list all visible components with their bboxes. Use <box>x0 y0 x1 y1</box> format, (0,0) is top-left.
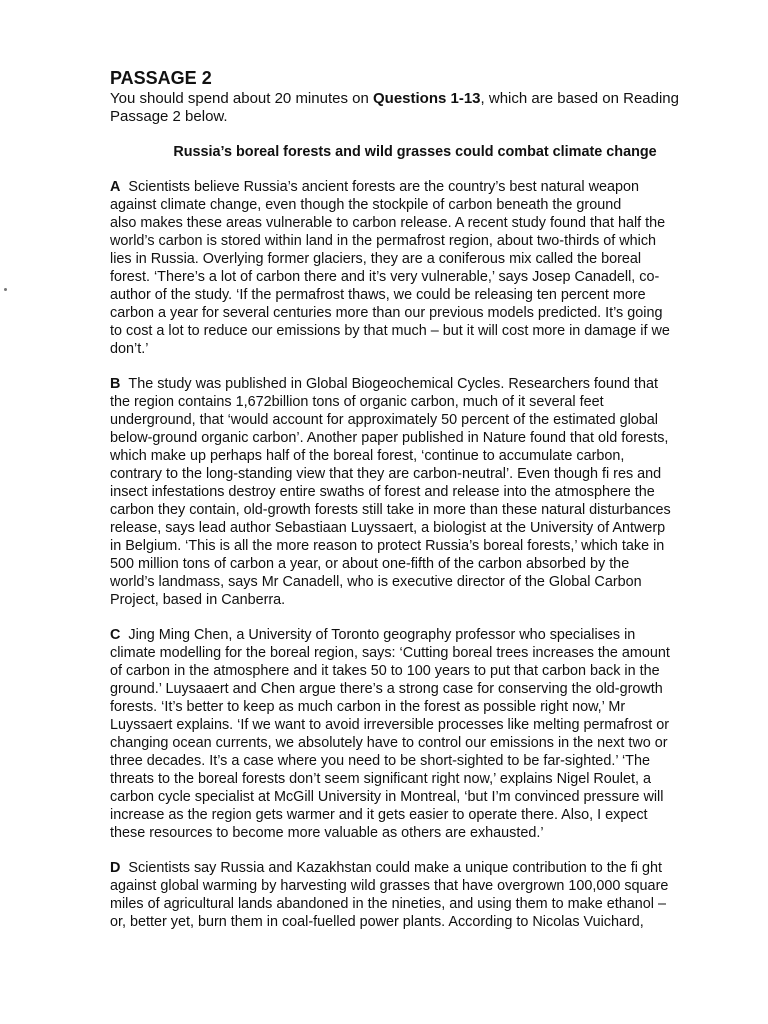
intro-text: You should spend about 20 minutes on <box>110 90 373 107</box>
passage-heading: PASSAGE 2 <box>110 68 212 88</box>
paragraph-line: the region contains 1,672billion tons of organic carbon, much of it several feet <box>110 394 604 410</box>
paragraph-line: climate modelling for the boreal region, says: ‘Cutting boreal trees increases the amount <box>110 645 670 661</box>
paragraph-line-text: Scientists say Russia and Kazakhstan could make a unique contribution to the fi ght <box>128 860 662 876</box>
paragraph-line: release, says lead author Sebastiaan Luyssaert, a biologist at the University of Antwerp <box>110 520 666 536</box>
paragraph-line-text: The study was published in Global Biogeochemical Cycles. Researchers found that <box>128 376 658 392</box>
paragraph-line <box>110 178 720 196</box>
paragraph-line <box>110 859 720 877</box>
paragraph-letter: D <box>110 860 121 876</box>
intro-questions: Questions 1-13 <box>372 90 481 107</box>
paragraph-line: author of the study. ‘If the permafrost thaws, we could be releasing ten percent more <box>110 287 646 303</box>
paragraph-letter: A <box>110 179 121 195</box>
intro-text-suffix: , which are based on Reading <box>480 90 679 107</box>
paragraph-line: of carbon in the atmosphere and it takes 50 to 100 years to put that carbon back in the <box>110 663 660 679</box>
paragraph-line: insect infestations destroy entire swaths of forest and release into the atmosphere the <box>110 484 655 500</box>
paragraph-letter: C <box>110 627 121 643</box>
intro-line-2: Passage 2 below. <box>110 108 228 125</box>
paragraph-line: increase as the region gets warmer and it gets easier to operate there. Also, I expect <box>110 807 648 823</box>
paragraph-line: forest. ‘There’s a lot of carbon there and it’s very vulnerable,’ says Josep Canadell, co- <box>110 269 660 285</box>
paragraph-line: these resources to become more valuable as others are exhausted.’ <box>110 825 544 841</box>
paragraph-line: 500 million tons of carbon a year, or about one-fifth of the carbon absorbed by the <box>110 556 630 572</box>
paragraph-line: carbon a year for several centuries more than our previous models predicted. It’s going <box>110 305 663 321</box>
paragraph-line-text: Jing Ming Chen, a University of Toronto geography professor who specialises in <box>128 627 636 643</box>
paragraph-line: world’s landmass, says Mr Canadell, who is executive director of the Global Carbon <box>110 574 642 590</box>
article-title: Russia’s boreal forests and wild grasses could combat climate change <box>173 144 657 160</box>
article-body <box>110 178 720 931</box>
paragraph-line: threats to the boreal forests don’t seem significant right now,’ explains Nigel Roulet, a <box>110 771 652 787</box>
paragraph-line: carbon cycle specialist at McGill University in Montreal, ‘but I’m convinced pressure will <box>110 789 664 805</box>
paragraph-line: underground, that ‘would account for approximately 50 percent of the estimated global <box>110 412 658 428</box>
paragraph-line: three decades. It’s a case where you need to be short-sighted to be far-sighted.’ ‘The <box>110 753 650 769</box>
paragraph-line: to cost a lot to reduce our emissions by that much – but it will cost more in damage if we <box>110 323 670 339</box>
paragraph-c <box>110 626 720 842</box>
paragraph-line: ground.’ Luysaaert and Chen argue there’s a strong case for conserving the old-growth <box>110 681 663 697</box>
paragraph-line: also makes these areas vulnerable to carbon release. A recent study found that half the <box>110 215 666 231</box>
paragraph-line: changing ocean currents, we absolutely have to control our emissions in the next two or <box>110 735 668 751</box>
paragraph-line: world’s carbon is stored within land in the permafrost region, about two-thirds of which <box>110 233 657 249</box>
paragraph-b <box>110 375 720 609</box>
paragraph-line: carbon they contain, old-growth forests still take in more than these natural disturbances <box>110 502 671 518</box>
paragraph-line: in Belgium. ‘This is all the more reason to protect Russia’s boreal forests,’ which take in <box>110 538 665 554</box>
paragraph-line: which make up perhaps half of the boreal forest, ‘continue to accumulate carbon, <box>110 448 625 464</box>
paragraph-line: don’t.’ <box>110 341 149 357</box>
paragraph-line <box>110 375 720 393</box>
paragraph-line: against global warming by harvesting wild grasses that have overgrown 100,000 square <box>110 878 669 894</box>
paragraph-line: Project, based in Canberra. <box>110 592 286 608</box>
paragraph-line: contrary to the long-standing view that they are carbon-neutral’. Even though fi res and <box>110 466 662 482</box>
paragraph-line: forests. ‘It’s better to keep as much carbon in the forest as possible right now,’ Mr <box>110 699 626 715</box>
paragraph-line-text: Scientists believe Russia’s ancient forests are the country’s best natural weapon <box>128 179 640 195</box>
paragraph-a <box>110 178 720 358</box>
paragraph-d <box>110 859 720 931</box>
paragraph-line: miles of agricultural lands abandoned in the nineties, and using them to make ethanol – <box>110 896 666 912</box>
paragraph-line: against climate change, even though the stockpile of carbon beneath the ground <box>110 197 622 213</box>
paragraph-line: or, better yet, burn them in coal-fuelled power plants. According to Nicolas Vuichard, <box>110 914 644 930</box>
paragraph-line: lies in Russia. Overlying former glaciers, they are a coniferous mix called the boreal <box>110 251 642 267</box>
passage-page <box>110 66 720 931</box>
paragraph-line: below-ground organic carbon’. Another paper published in Nature found that old forests, <box>110 430 669 446</box>
passage-intro <box>110 90 720 126</box>
paragraph-line <box>110 626 720 644</box>
paragraph-letter: B <box>110 376 121 392</box>
scan-speck <box>4 288 7 291</box>
paragraph-line: Luyssaert explains. ‘If we want to avoid irreversible processes like melting permafrost or <box>110 717 670 733</box>
